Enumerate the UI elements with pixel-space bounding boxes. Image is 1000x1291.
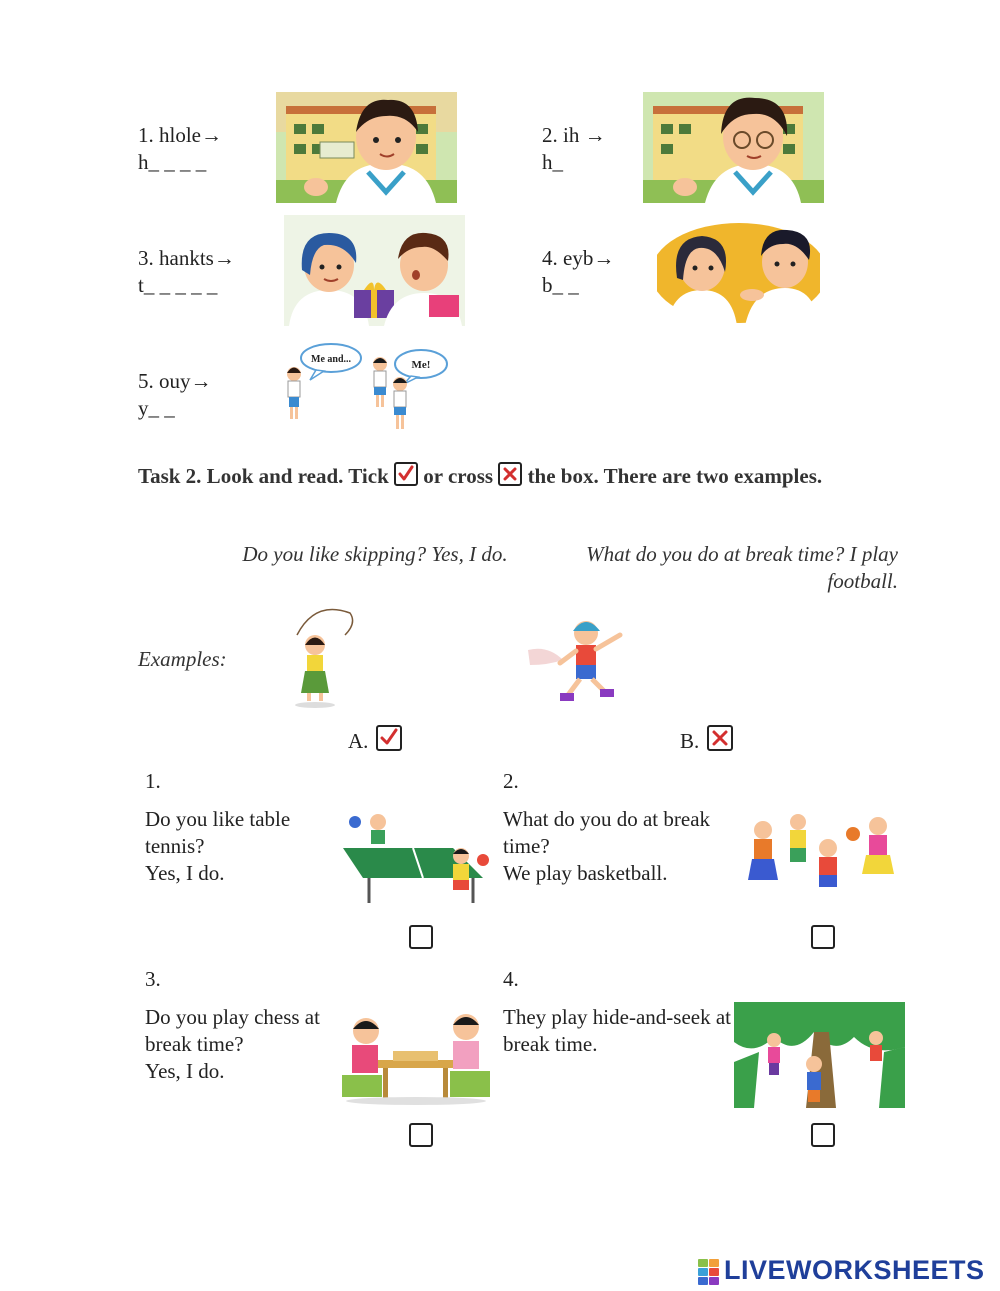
liveworksheets-logo-icon [698,1259,720,1285]
liveworksheets-brand: LIVEWORKSHEETS [724,1255,985,1285]
example-b-letter: B. [680,729,700,753]
boy-with-glasses-image [643,92,824,203]
girl-and-boy-greeting-image [657,220,820,326]
example-b-cross-box [707,725,733,751]
item-5-scrambled: 5. ouy→ [138,369,212,393]
question-4-number: 4. [503,967,519,991]
item-1-text [138,122,222,176]
item-3-answer-blanks[interactable]: t_ _ _ _ _ [138,273,218,297]
question-4-answer-box[interactable] [811,1123,835,1147]
cross-icon [709,727,731,749]
boy-skating-image [528,605,638,710]
examples-label: Examples: [138,647,227,671]
speech-bubble-1: Me and... [311,354,351,365]
boy-at-school-image [276,92,457,203]
children-talking-image [276,340,454,444]
item-2-text [542,122,606,176]
tick-icon [378,727,400,749]
girl-gives-gift-image [284,215,465,326]
question-4-text: They play hide-and-seek at break time. [503,1005,731,1056]
item-5-text [138,368,212,422]
question-3-number: 3. [145,967,161,991]
item-5-answer-blanks[interactable]: y_ _ [138,396,175,420]
question-2-number: 2. [503,769,519,793]
item-1-scrambled: 1. hlole→ [138,123,222,147]
question-2-text: What do you do at break time? We play basketball. [503,807,711,885]
basketball-image [738,808,903,908]
question-1-answer-box[interactable] [409,925,433,949]
question-1-number: 1. [145,769,161,793]
item-4-text [542,245,614,299]
item-3-text [138,245,235,299]
question-3-text: Do you play chess at break time? Yes, I do. [145,1005,320,1083]
item-2-answer-blanks[interactable]: h_ [542,150,563,174]
item-4-answer-blanks[interactable]: b_ _ [542,273,579,297]
girl-skipping-image [285,605,360,710]
question-3-answer-box[interactable] [409,1123,433,1147]
example-a-letter: A. [348,729,369,753]
item-4-scrambled: 4. eyb→ [542,246,615,270]
table-tennis-image [333,808,493,908]
question-1-text: Do you like table tennis? Yes, I do. [145,807,291,885]
tick-icon [394,462,418,486]
hide-and-seek-image [734,1002,905,1108]
chess-image [338,1005,493,1105]
item-3-scrambled: 3. hankts→ [138,246,235,270]
question-2-answer-box[interactable] [811,925,835,949]
example-b-caption: What do you do at break time? I play football. [586,542,898,593]
example-a-caption: Do you like skipping? Yes, I do. [242,542,508,566]
task-2-title: Task 2. Look and read. Tick or cross the box. There are two examples. [138,464,823,488]
cross-icon [498,462,522,486]
speech-bubble-2: Me! [411,359,431,371]
item-1-answer-blanks[interactable]: h_ _ _ _ [138,150,207,174]
example-a-tick-box [376,725,402,751]
item-2-scrambled: 2. ih → [542,123,606,147]
